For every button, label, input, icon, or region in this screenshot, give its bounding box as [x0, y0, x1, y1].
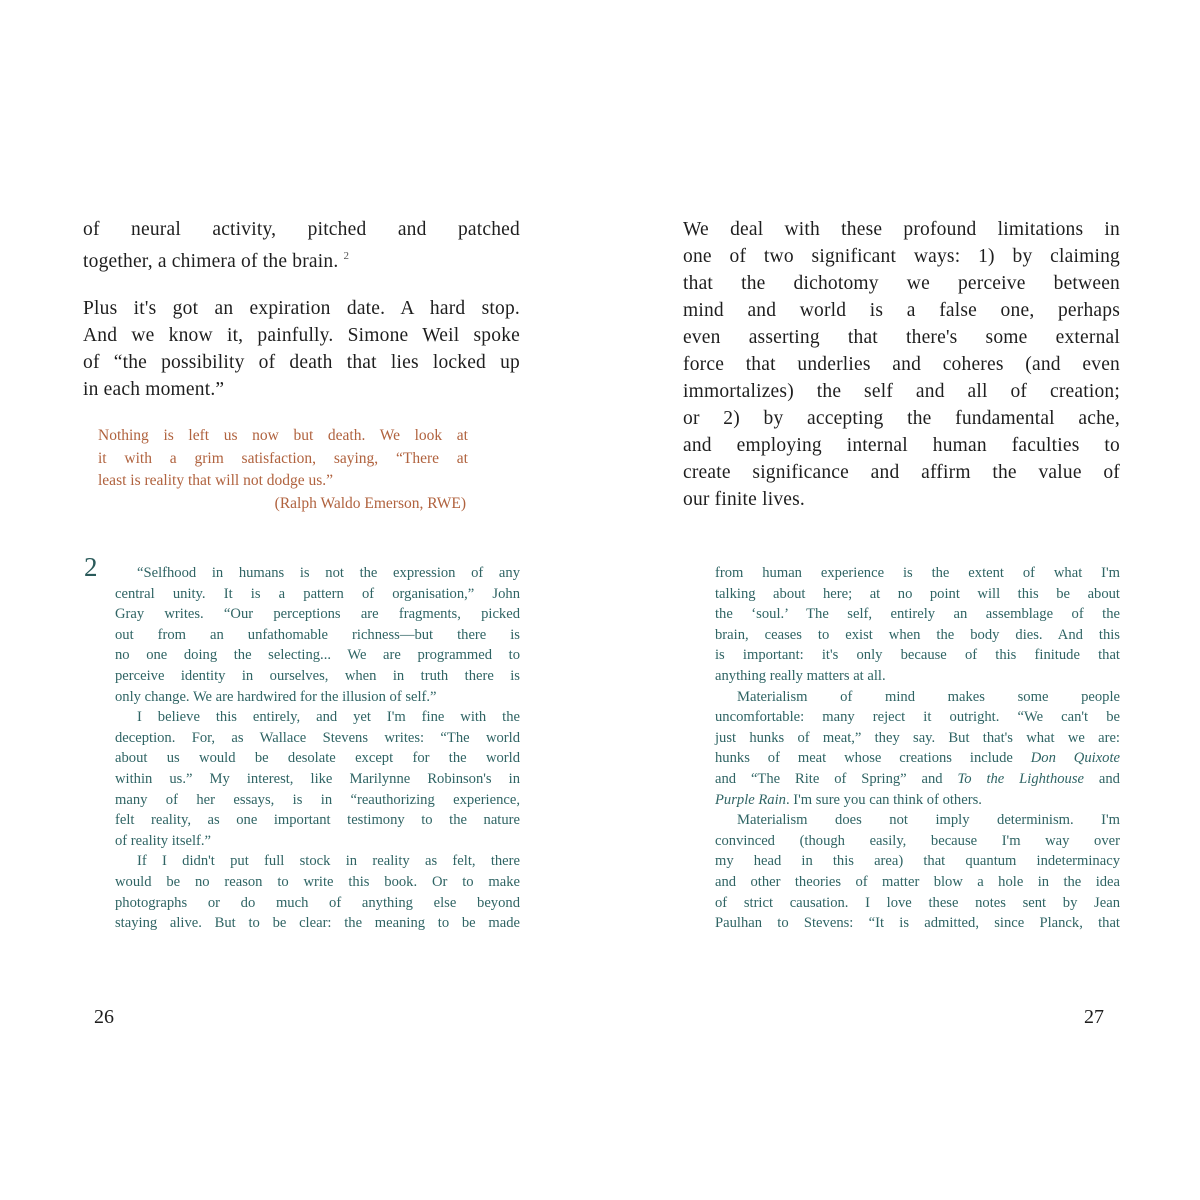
- title-italic: Purple Rain: [715, 791, 786, 808]
- footnote-line: convinced (though easily, because I'm way over: [715, 832, 1120, 849]
- footnote-line: from human experience is the extent of what I'm: [715, 565, 1120, 581]
- text-line: together, a chimera of the brain. $^2$: [83, 250, 350, 272]
- footnote-line: only change. We are hardwired for the illusion of self.”: [115, 688, 437, 705]
- paragraph-2: [83, 295, 520, 403]
- footnote-line: deception. For, as Wallace Stevens writes: “The world: [115, 729, 520, 746]
- footnote-line: photographs or do much of anything else beyond: [115, 894, 520, 911]
- quote-attribution: (Ralph Waldo Emerson, RWE): [274, 494, 466, 512]
- footnote-reference[interactable]: 2: [343, 250, 350, 262]
- footnote-line: staying alive. But to be clear: the meaning to be made: [115, 915, 520, 932]
- footnote-line: my head in this area) that quantum indeterminacy: [715, 853, 1120, 870]
- text-line: even asserting that there's some external: [683, 327, 1120, 348]
- footnote-line: is important: it's only because of this finitude that: [715, 647, 1120, 664]
- footnote-line: talking about here; at no point will this be about: [715, 585, 1120, 602]
- text-line: Plus it's got an expiration date. A hard stop.: [83, 298, 520, 319]
- footnote-line: hunks of meat whose creations include Don Quixote: [715, 750, 1121, 767]
- footnote-line: of strict causation. I love these notes sent by Jean: [715, 894, 1120, 911]
- footnote-line: out from an unfathomable richness—but there is: [115, 626, 520, 643]
- footnote-line: within us.” My interest, like Marilynne Robinson's in: [115, 770, 520, 787]
- footnote-right: [715, 563, 1120, 934]
- footnote-line: perceive identity in ourselves, when in truth there is: [115, 667, 520, 684]
- footnote-line: just hunks of meat,” they say. But that's what we are:: [715, 729, 1120, 746]
- text-line: immortalizes) the self and all of creation;: [683, 381, 1120, 402]
- text-line: create significance and affirm the value of: [683, 462, 1120, 483]
- text-line: in each moment.”: [83, 379, 225, 400]
- footnote-line: Materialism does not imply determinism. I'm: [737, 812, 1120, 829]
- text-line: that the dichotomy we perceive between: [683, 273, 1120, 294]
- footnote-number: 2: [84, 552, 98, 582]
- text-line: and employing internal human faculties to: [683, 435, 1120, 456]
- footnote-line: Gray writes. “Our perceptions are fragments, picked: [115, 606, 520, 623]
- footnote-line: anything really matters at all.: [715, 667, 886, 684]
- footnote-line: the ‘soul.’ The self, entirely an assemblage of the: [715, 606, 1120, 623]
- footnote-line: would be no reason to write this book. Or to make: [115, 873, 520, 890]
- footnote-line: and other theories of matter blow a hole in the idea: [715, 873, 1120, 890]
- block-quote: [98, 425, 468, 515]
- text-line: We deal with these profound limitations in: [683, 219, 1120, 240]
- page-number-right: 27: [1084, 1006, 1104, 1028]
- footnote-line: about us would be desolate except for the world: [115, 750, 520, 767]
- footnote-line: central unity. It is a pattern of organisation,” John: [115, 585, 520, 602]
- main-text-left: [83, 216, 520, 403]
- title-italic: To the Lighthouse: [957, 770, 1085, 787]
- footnote-line: uncomfortable: many reject it outright. “We can't be: [715, 709, 1120, 726]
- text-line: force that underlies and coheres (and even: [683, 354, 1120, 375]
- title-italic: Don Quixote: [1030, 750, 1121, 767]
- footnote-line: of reality itself.”: [115, 832, 212, 849]
- text-line: of neural activity, pitched and patched: [83, 219, 520, 240]
- footnote-line: no one doing the selecting... We are programmed to: [115, 647, 520, 664]
- text-line: or 2) by accepting the fundamental ache,: [683, 408, 1120, 429]
- quote-line: least is reality that will not dodge us.”: [98, 472, 334, 489]
- footnote-line: “Selfhood in humans is not the expression of any: [137, 565, 520, 581]
- quote-line: it with a grim satisfaction, saying, “There at: [98, 449, 468, 467]
- footnote-line: brain, ceases to exist when the body dies. And this: [715, 626, 1120, 643]
- footnote-line: Materialism of mind makes some people: [737, 688, 1120, 705]
- main-text-right: [683, 216, 1120, 513]
- text-line: And we know it, painfully. Simone Weil spoke: [83, 325, 520, 346]
- text-line: our finite lives.: [683, 489, 805, 510]
- text-line: one of two significant ways: 1) by claiming: [683, 246, 1120, 267]
- footnote-line: I believe this entirely, and yet I'm fine with the: [137, 709, 520, 726]
- footnote-line: If I didn't put full stock in reality as felt, there: [137, 853, 520, 870]
- footnote-line: felt reality, as one important testimony to the nature: [115, 812, 520, 829]
- footnote-line: many of her essays, is in “reauthorizing experience,: [115, 791, 520, 808]
- page-number-left: 26: [94, 1006, 114, 1028]
- right-page: [600, 0, 1200, 1200]
- footnote-line: Purple Rain. I'm sure you can think of others.: [715, 791, 982, 808]
- paragraph-main: [683, 216, 1120, 513]
- text-line: mind and world is a false one, perhaps: [683, 300, 1120, 321]
- footnote-line: Paulhan to Stevens: “It is admitted, since Planck, that: [715, 915, 1120, 932]
- footnote-left: [115, 563, 520, 934]
- footnote-line: and “The Rite of Spring” and To the Lighthouse and: [715, 770, 1120, 787]
- text-line: of “the possibility of death that lies locked up: [83, 352, 520, 373]
- quote-line: Nothing is left us now but death. We look at: [98, 427, 468, 444]
- paragraph-1: [83, 216, 520, 275]
